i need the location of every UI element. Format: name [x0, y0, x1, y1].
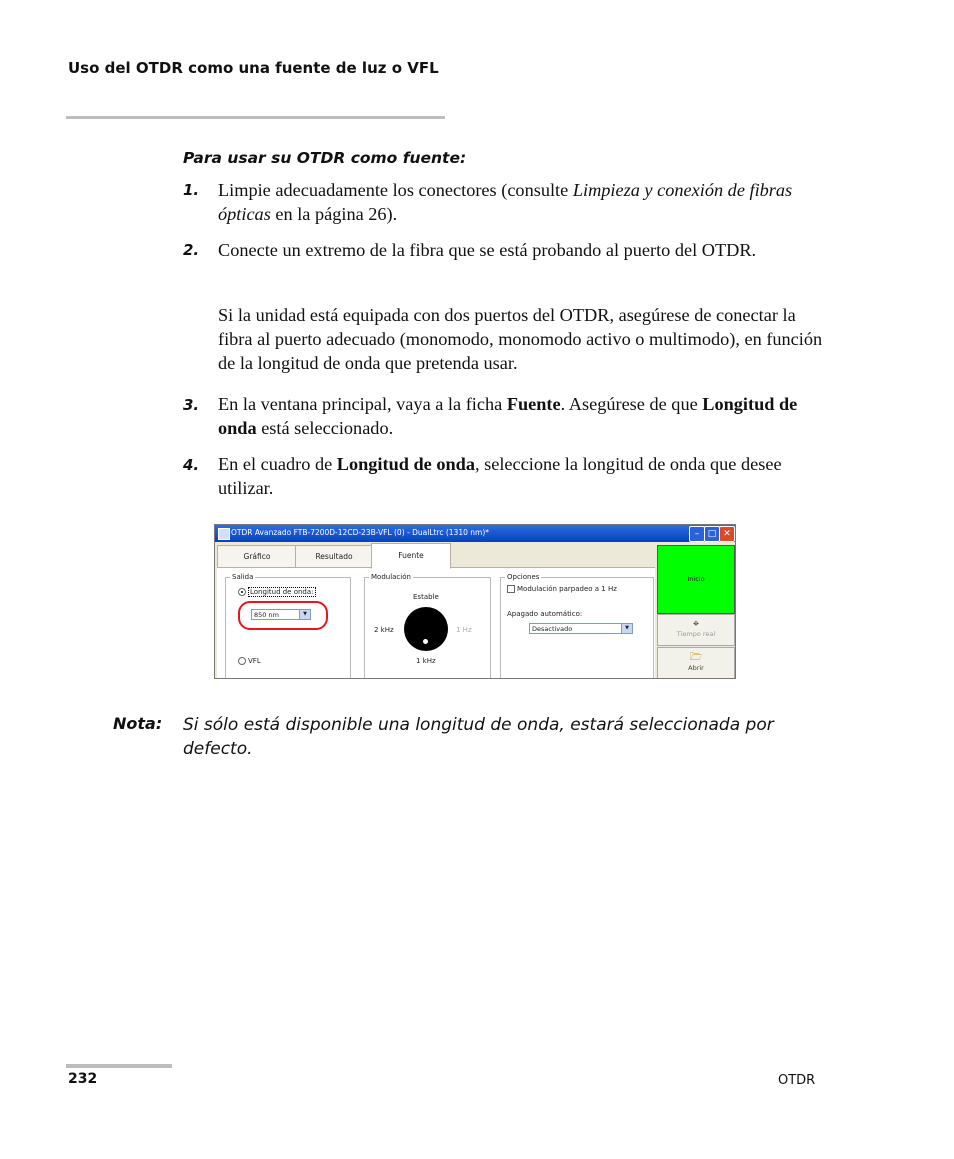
step-1-number: 1.: [183, 181, 200, 199]
step-2-paragraph: Si la unidad está equipada con dos puertos del OTDR, asegúrese de conectar la fibra al puerto adecuado (monomodo, monomodo activo o multimodo), en función de la longitud de onda que pretenda usar.: [218, 305, 823, 373]
minimize-icon[interactable]: –: [689, 526, 705, 542]
crosshair-icon: ⌖: [692, 617, 700, 630]
page-number: 232: [68, 1071, 98, 1087]
realtime-label: Tiempo real: [676, 630, 716, 638]
step-1-link-reference: Limpieza y conexión de fibras ópticas: [218, 180, 793, 224]
step-1-text: Limpie adecuadamente los conectores (consulte Limpieza y conexión de fibras ópticas en la página 26).: [218, 180, 793, 224]
window-title: OTDR Avanzado FTB-7200D-12CD-23B-VFL (0) - DualLtrc (1310 nm)*: [231, 528, 489, 537]
blink-checkbox[interactable]: [507, 585, 515, 593]
maximize-icon[interactable]: □: [704, 526, 720, 542]
step-2-number: 2.: [183, 241, 200, 259]
step-4-text: En el cuadro de Longitud de onda, seleccione la longitud de onda que desee utilizar.: [218, 454, 782, 498]
realtime-button[interactable]: [657, 614, 735, 646]
salida-label: Salida: [232, 573, 254, 581]
tab-fuente[interactable]: Fuente: [371, 543, 451, 569]
modulation-knob[interactable]: [404, 607, 448, 651]
modulacion-label: Modulación: [371, 573, 411, 581]
blink-checkbox-label: Modulación parpadeo a 1 Hz: [517, 585, 617, 593]
note-label: Nota:: [113, 714, 163, 733]
note-text: Si sólo está disponible una longitud de onda, estará seleccionada por defecto.: [183, 715, 774, 759]
otdr-source-screenshot: [214, 524, 736, 679]
chevron-down-icon: ▼: [621, 624, 632, 633]
step-4-number: 4.: [183, 456, 200, 474]
start-button[interactable]: Inicio: [657, 545, 735, 614]
footer-product: OTDR: [778, 1073, 816, 1088]
procedure-heading: Para usar su OTDR como fuente:: [183, 149, 467, 167]
vfl-radio-label: VFL: [248, 657, 261, 665]
auto-off-label: Apagado automático:: [507, 610, 583, 618]
window-titlebar: [215, 525, 735, 542]
app-icon: [218, 528, 230, 540]
step-3-text: En la ventana principal, vaya a la ficha Fuente. Asegúrese de que Longitud de onda está seleccionado.: [218, 394, 798, 438]
modulation-1khz-label: 1 kHz: [416, 657, 436, 665]
tab-grafico[interactable]: Gráfico: [217, 545, 297, 568]
page-header-title: Uso del OTDR como una fuente de luz o VFL: [68, 59, 439, 77]
step-2-text: Conecte un extremo de la fibra que se está probando al puerto del OTDR.: [218, 240, 757, 260]
wavelength-radio[interactable]: [238, 588, 246, 596]
chevron-down-icon: ▼: [299, 610, 310, 619]
footer-rule: [66, 1064, 172, 1068]
vfl-radio[interactable]: [238, 657, 246, 665]
open-label: Abrir: [688, 664, 704, 672]
step-3-number: 3.: [183, 396, 200, 414]
tab-resultado[interactable]: Resultado: [295, 545, 373, 568]
auto-off-combo[interactable]: Desactivado ▼: [529, 623, 633, 634]
knob-indicator: [423, 639, 428, 644]
wavelength-radio-label: Longitud de onda:: [250, 588, 314, 596]
opciones-label: Opciones: [507, 573, 540, 581]
header-rule: [66, 116, 445, 119]
folder-open-icon: 🗁: [689, 652, 703, 663]
modulation-2khz-label: 2 kHz: [374, 626, 394, 634]
modulation-stable-label: Estable: [413, 593, 439, 601]
wavelength-combo[interactable]: 850 nm ▼: [251, 609, 311, 620]
open-button[interactable]: [657, 647, 735, 679]
close-icon[interactable]: ✕: [719, 526, 735, 542]
modulation-1hz-label: 1 Hz: [456, 626, 472, 634]
